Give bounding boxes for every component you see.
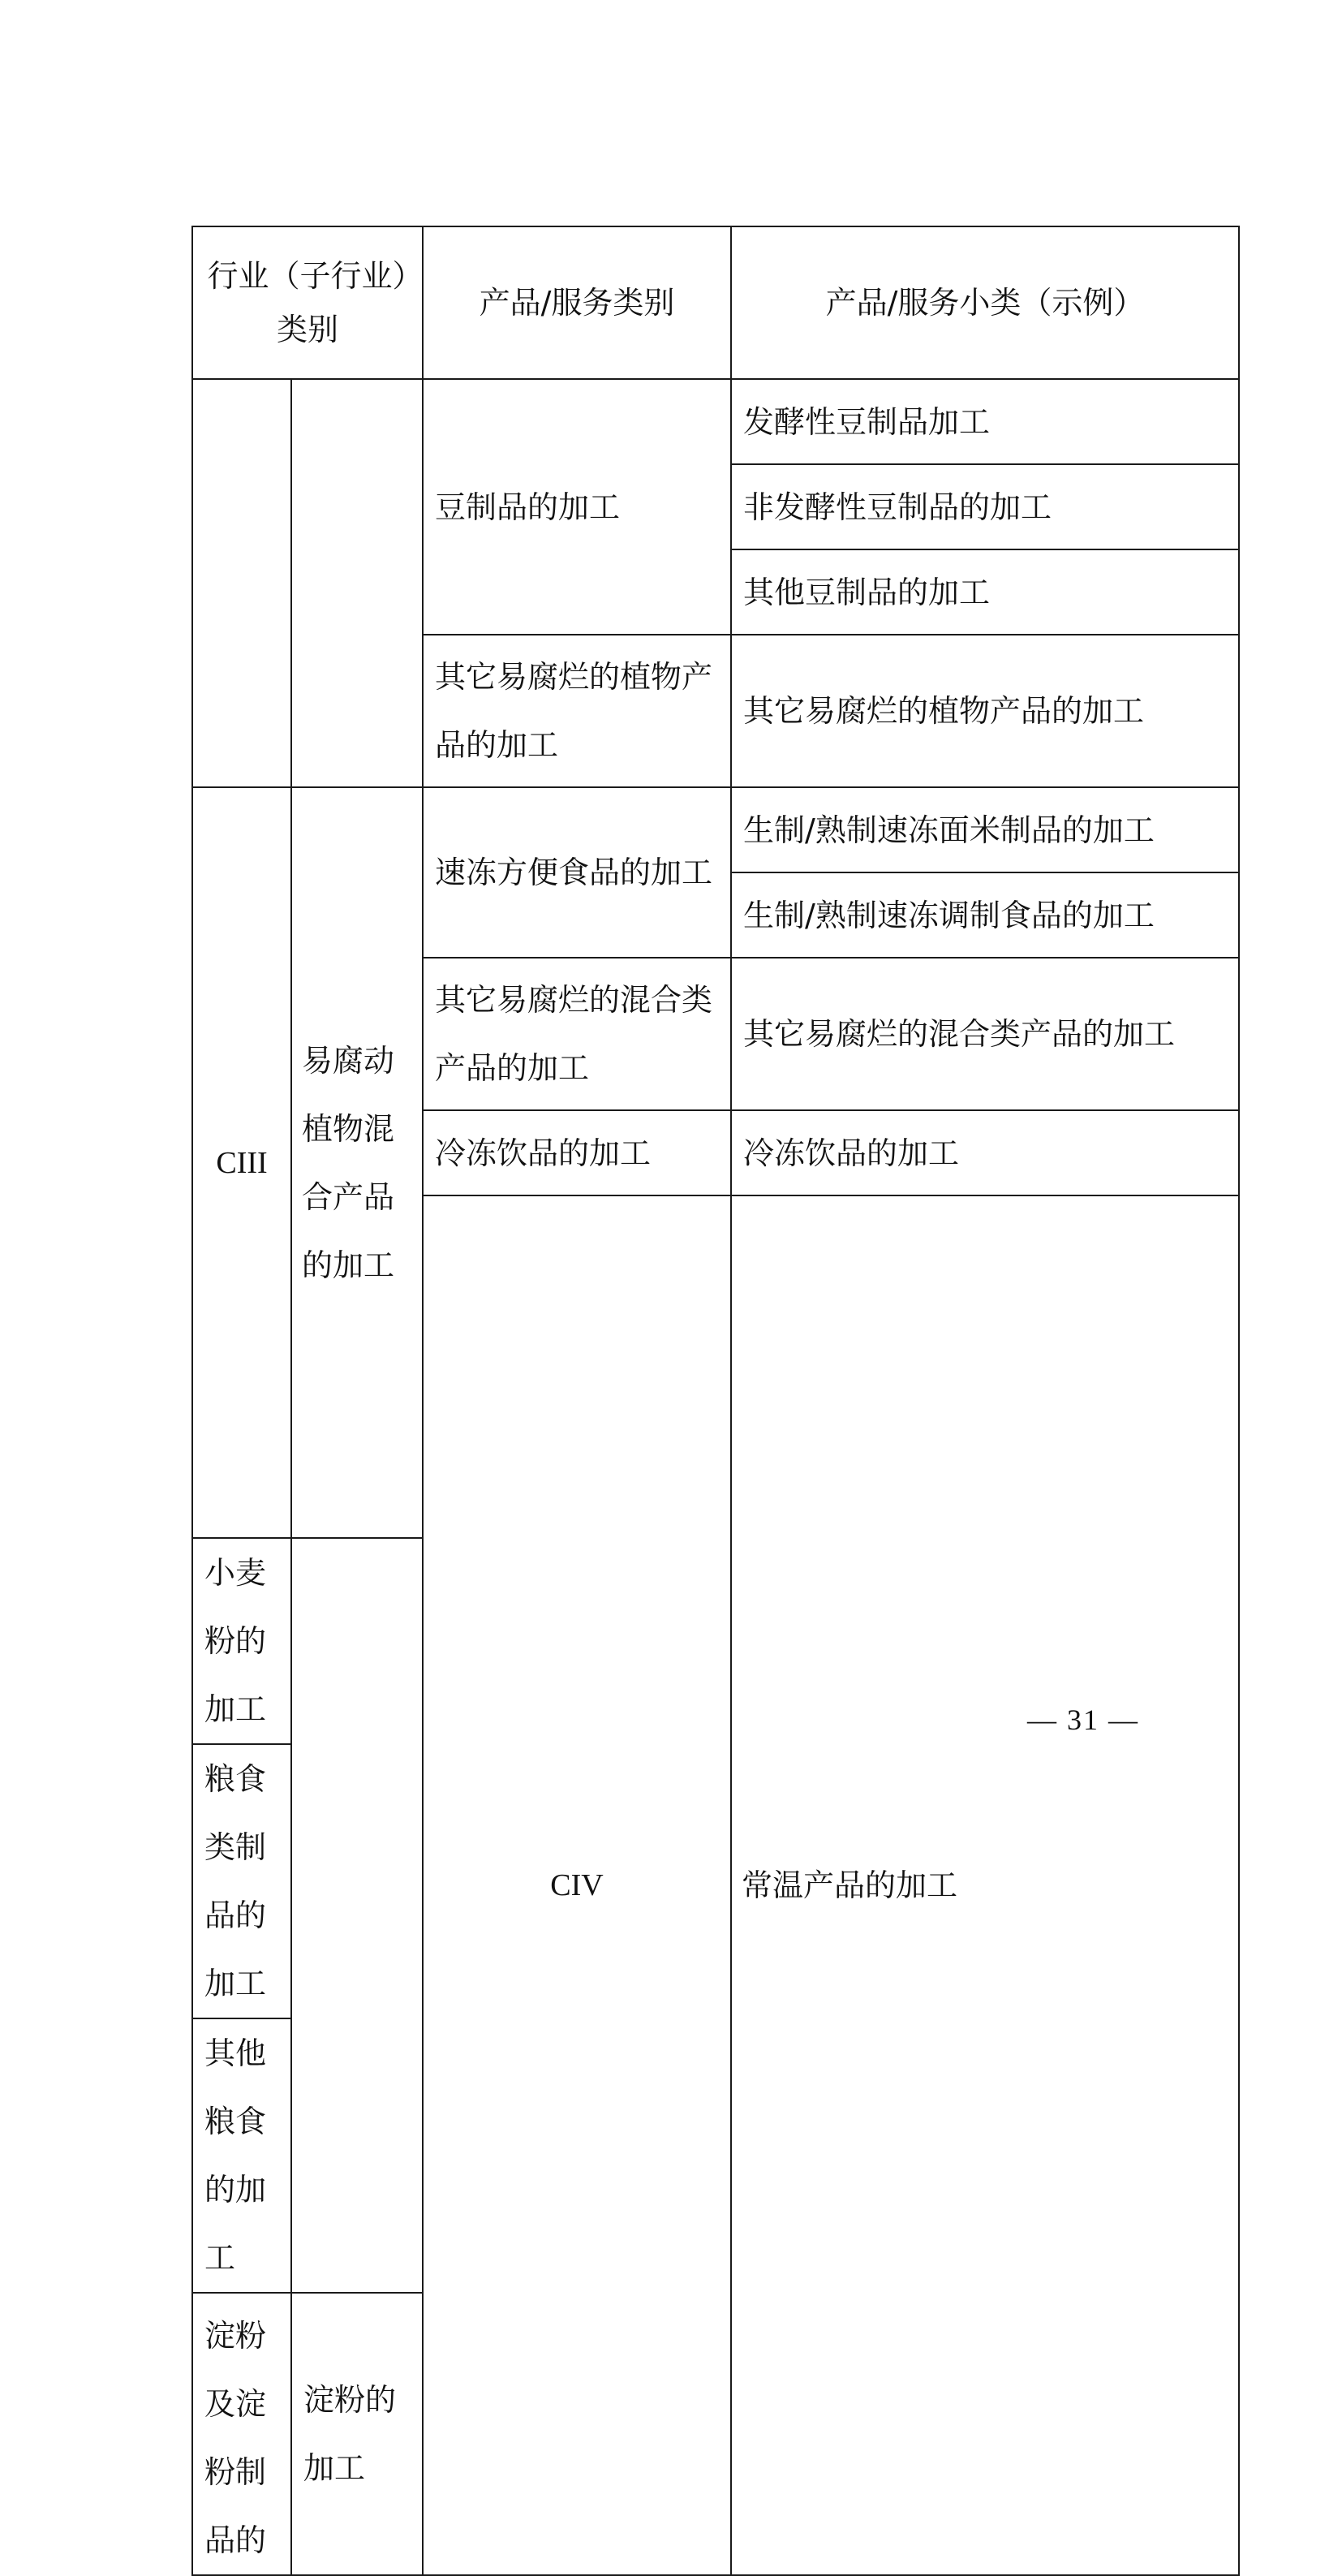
category-cell: 淀粉及淀粉制品的 [192, 2293, 291, 2575]
subcategory-cell: 其他豆制品的加工 [731, 549, 1239, 635]
subcategory-cell: 其它易腐烂的混合类产品的加工 [731, 958, 1239, 1110]
table-row [192, 379, 1239, 464]
header-industry: 行业（子行业）类别 [192, 226, 423, 379]
group-name: 常温产品的加工 [731, 1195, 1239, 2575]
subcategory-cell: 发酵性豆制品加工 [731, 379, 1239, 464]
category-table [191, 226, 1240, 2576]
category-cell: 冷冻饮品的加工 [423, 1110, 731, 1195]
subcategory-cell: 其它易腐烂的植物产品的加工 [731, 635, 1239, 787]
category-cell: 其它易腐烂的植物产品的加工 [423, 635, 731, 787]
group-code [192, 379, 291, 787]
table-header-row [192, 226, 1239, 379]
header-category: 产品/服务类别 [423, 226, 731, 379]
subcategory-cell: 冷冻饮品的加工 [731, 1110, 1239, 1195]
page-number: — 31 — [1027, 1704, 1139, 1736]
subcategory-cell: 淀粉的加工 [291, 2293, 423, 2575]
subcategory-cell: 生制/熟制速冻调制食品的加工 [731, 872, 1239, 958]
category-cell: 其它易腐烂的混合类产品的加工 [423, 958, 731, 1110]
category-cell: 豆制品的加工 [423, 379, 731, 635]
category-cell: 速冻方便食品的加工 [423, 787, 731, 958]
group-code: CIV [423, 1195, 731, 2575]
subcategory-cell: 其他粮食的加工 [192, 2018, 291, 2293]
header-subcategory: 产品/服务小类（示例） [731, 226, 1239, 379]
subcategory-cell: 非发酵性豆制品的加工 [731, 464, 1239, 549]
subcategory-cell: 粮食类制品的加工 [192, 1744, 291, 2018]
group-name: 易腐动植物混合产品的加工 [291, 787, 423, 1538]
subcategory-cell: 生制/熟制速冻面米制品的加工 [731, 787, 1239, 872]
table-row [192, 787, 1239, 872]
subcategory-cell: 小麦粉的加工 [192, 1538, 291, 1744]
group-name [291, 379, 423, 787]
group-code: CIII [192, 787, 291, 1538]
